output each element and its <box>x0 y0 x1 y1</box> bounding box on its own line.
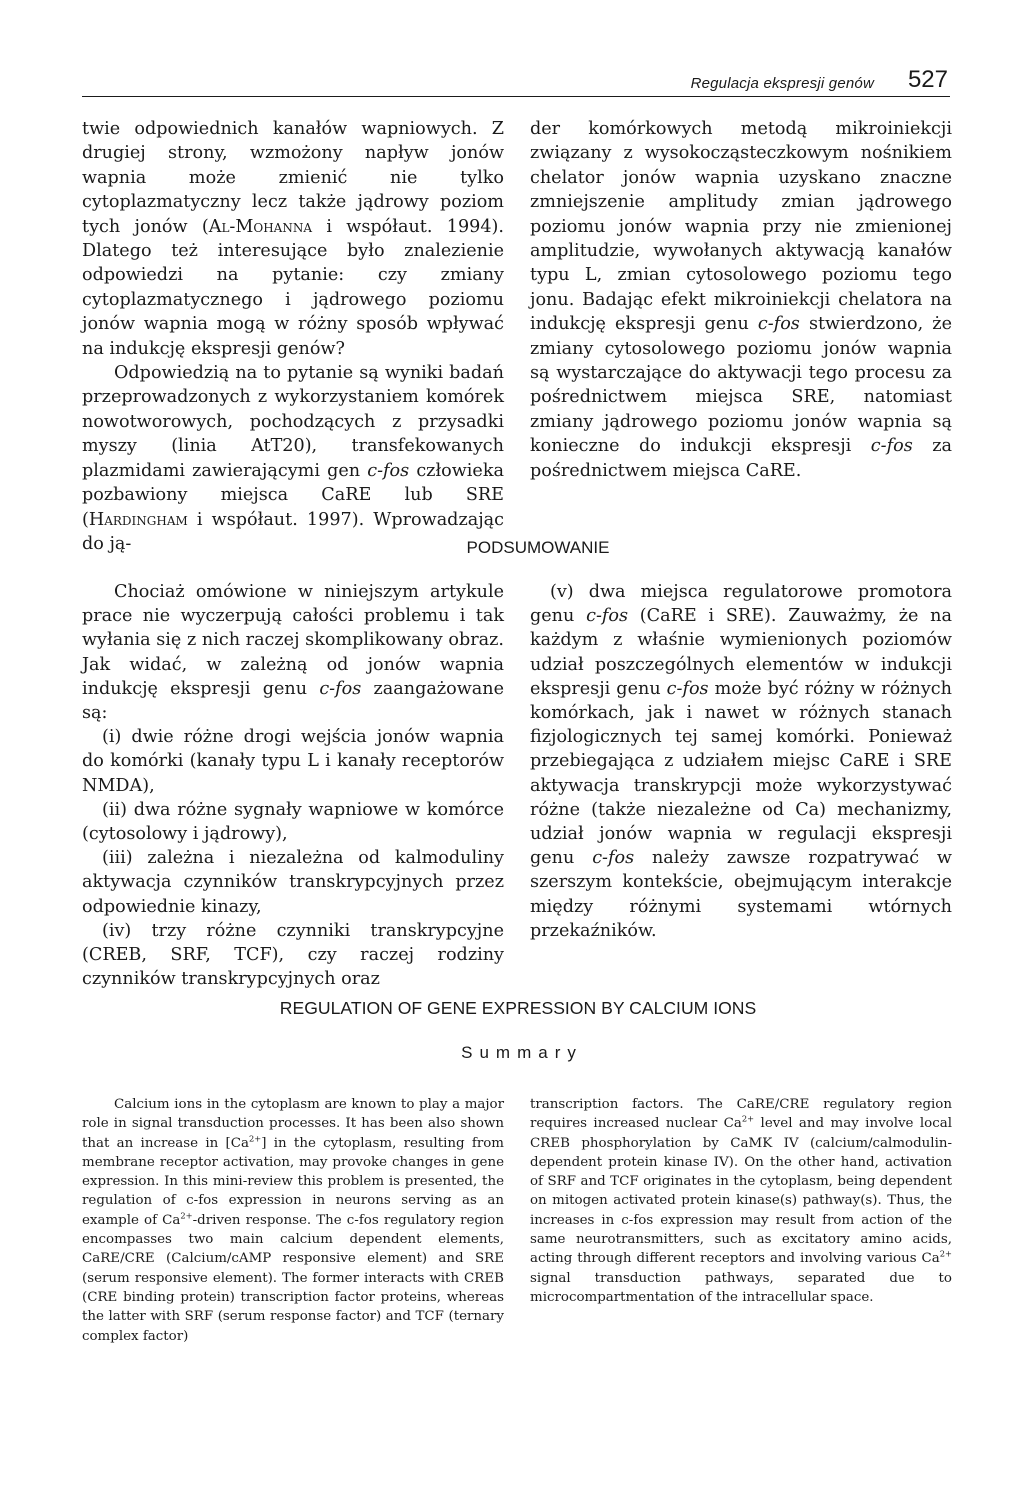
abstract-left-column <box>82 1095 504 1346</box>
paragraph: der komórkowych metodą mikroiniekcji związany z wysokocząsteczkowym nośnikiem chelator jonów wapnia uzyskano znaczne zmniejszenie amplitudy zmian jądrowego poziomu jonów wapnia przy nie zmienionej amplitudzie, wywołanych aktywacją kanałów typu L, zmian cytosolowego poziomu tego jonu. Badając efekt mikroiniekcji chelatora na indukcję ekspresji genu c-fos stwierdzono, że zmiany cytosolowego poziomu jonów wapnia są wystarczające do aktywacji tego procesu za pośrednictwem miejsca SRE, natomiast zmiany jądrowego poziomu jonów wapnia są konieczne do indukcji ekspresji c-fos za pośrednictwem miejsca CaRE. <box>530 119 952 481</box>
gene-name: c-fos <box>666 678 709 699</box>
list-item: (ii) dwa różne sygnały wapniowe w komórce (cytosolowy i jądrowy), <box>82 799 504 845</box>
page-number: 527 <box>907 66 948 93</box>
gene-name: c-fos <box>592 848 635 869</box>
gene-name: c-fos <box>586 606 629 627</box>
gene-name: c-fos <box>367 460 410 481</box>
list-item: (v) dwa miejsca regulatorowe promotora genu c-fos (CaRE i SRE). Zauważmy, że na każdym z właśnie wymienionych poziomów udział poszczególnych elementów w indukcji ekspresji genu c-fos może być różny w różnych komórkach, jak i nawet w różnych stanach fizjologicznych tej samej komórki. Ponieważ przebiegająca z udziałem miejsc CaRE i SRE aktywacja transkrypcji może wykorzystywać różne (także niezależne od Ca) mechanizmy, udział jonów wapnia w regulacji ekspresji genu c-fos należy zawsze rozpatrywać w szerszym kontekście, obejmującym interakcje między różnymi systemami wtórnych przekaźników. <box>530 582 952 941</box>
paragraph: Chociaż omówione w niniejszym artykule prace nie wyczerpują całości problemu i tak wyłania się z nich raczej skomplikowany obraz. Jak widać, w zależną od jonów wapnia indukcję ekspresji genu c-fos zaangażowane są: <box>82 582 504 724</box>
abstract-right-column <box>530 1095 952 1307</box>
author-citation: Hardingham <box>88 509 188 530</box>
summary-right-column <box>530 580 952 943</box>
list-item: (i) dwie różne drogi wejścia jonów wapnia do komórki (kanały typu L i kanały receptorów NMDA), <box>82 727 504 796</box>
english-summary-label: Summary <box>461 1043 583 1062</box>
gene-name: c-fos <box>757 314 800 335</box>
top-left-column <box>82 117 504 556</box>
author-citation: Al-Mohanna <box>208 216 313 237</box>
gene-name: c-fos <box>870 436 913 457</box>
paragraph: twie odpowiednich kanałów wapniowych. Z drugiej strony, wzmożony napływ jonów wapnia może zmienić nie tylko cytoplazmatyczny lecz także jądrowy poziom tych jonów (Al-Mohanna i współaut. 1994). Dlatego też interesujące było znalezienie odpowiedzi na pytanie: czy zmiany cytoplazmatycznego i jądrowego poziomu jonów wapnia mogą w różny sposób wpływać na indukcję ekspresji genów? <box>82 119 504 359</box>
list-item: (iii) zależna i niezależna od kalmoduliny aktywacja czynników transkrypcyjnych przez odpowiednie kinazy, <box>82 848 504 917</box>
paragraph: transcription factors. The CaRE/CRE regulatory region requires increased nuclear $Ca^{2+}$ level and may involve local CREB phosphorylation by CaMK IV (calcium/calmodulin-dependent protein kinase IV). On the other hand, activation of SRF and TCF originates in the cytoplasm, being dependent on mitogen activated protein kinase(s) pathway(s). Thus, the increases in c-fos expression may result from action of the same neurotransmitters, such as excitatory amino acids, acting through different receptors and involving various $Ca^{2+}$ signal transduction pathways, separated due to microcompartmentation of the intracellular space. <box>530 1097 952 1305</box>
gene-name: c-fos <box>319 678 362 699</box>
top-right-column <box>530 117 952 483</box>
running-title: Regulacja ekspresji genów <box>690 75 874 92</box>
english-title: REGULATION OF GENE EXPRESSION BY CALCIUM IONS <box>279 998 757 1018</box>
running-header <box>82 64 950 97</box>
list-item: (iv) trzy różne czynniki transkrypcyjne (CREB, SRF, TCF), czy raczej rodziny czynników transkrypcyjnych oraz <box>82 920 504 990</box>
paragraph: Odpowiedzią na to pytanie są wyniki badań przeprowadzonych z wykorzystaniem komórek nowotworowych, pochodzących z przysadki myszy (linia AtT20), transfekowanych plazmidami zawierającymi gen c-fos człowieka pozbawiony miejsca CaRE lub SRE (Hardingham i współaut. 1997). Wprowadzając do ją- <box>82 363 504 554</box>
summary-left-column <box>82 580 504 991</box>
paragraph: Calcium ions in the cytoplasm are known to play a major role in signal transduction processes. It has been also shown that an increase in $[Ca^{2+}]$ in the cytoplasm, resulting from membrane receptor activation, may provoke changes in gene expression. In this mini-review this problem is presented, the regulation of c-fos expression in neurons serving as an example of $Ca^{2+}$-driven response. The c-fos regulatory region encompasses two main calcium dependent elements, CaRE/CRE (Calcium/cAMP responsive element) and SRE (serum responsive element). The former interacts with CREB (CRE binding protein) transcription factor proteins, whereas the latter with SRF (serum response factor) and TCF (ternary complex factor) <box>82 1097 504 1344</box>
section-heading: PODSUMOWANIE <box>466 538 610 557</box>
